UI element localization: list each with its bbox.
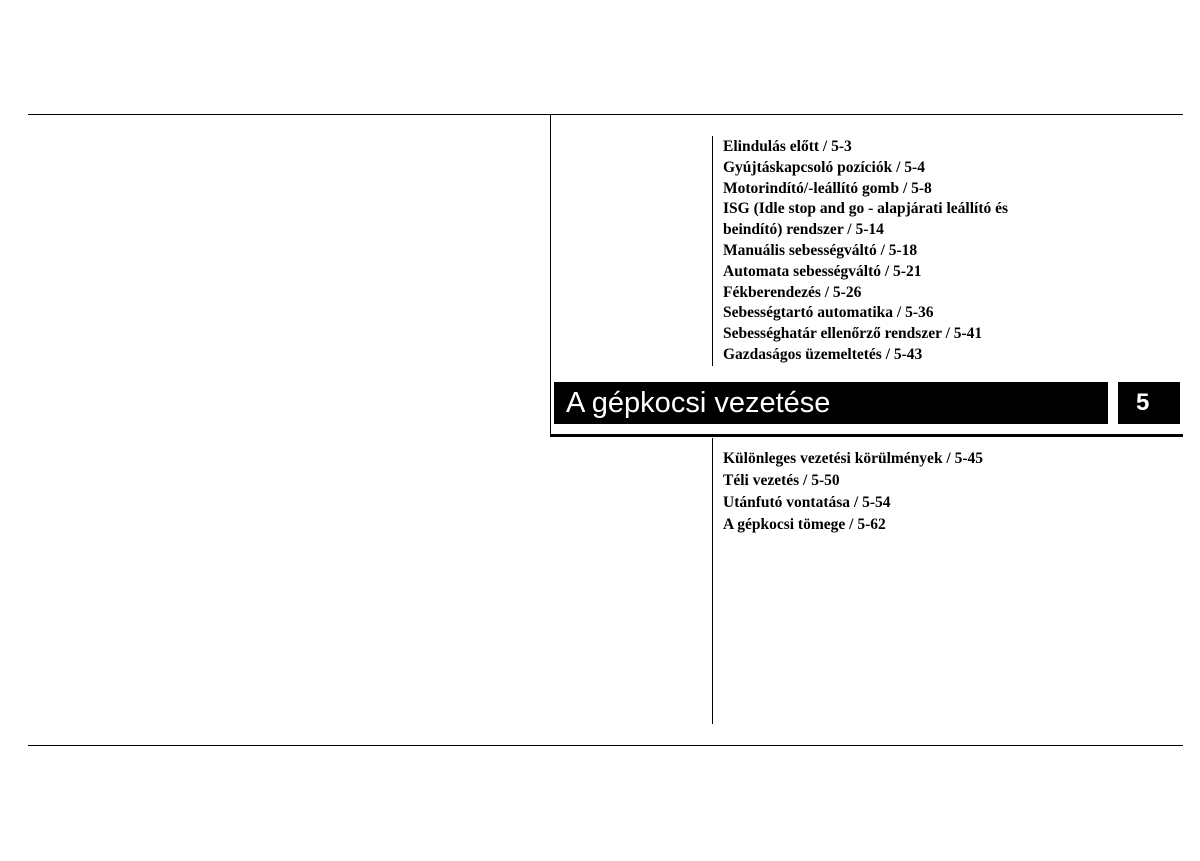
chapter-title: A gépkocsi vezetése — [554, 382, 1108, 424]
bottom-rule — [28, 745, 1183, 746]
chapter-number: 5 — [1118, 382, 1180, 424]
toc-entry: Sebességhatár ellenőrző rendszer / 5-41 — [723, 325, 983, 343]
toc-entry: Sebességtartó automatika / 5-36 — [723, 304, 934, 322]
toc-lower-list — [723, 448, 983, 536]
toc-lower-rule — [712, 438, 713, 724]
chapter-underline — [550, 434, 1183, 437]
toc-entry: Elindulás előtt / 5-3 — [723, 138, 852, 155]
toc-entry: beindító) rendszer / 5-14 — [723, 221, 884, 239]
toc-entry: A gépkocsi tömege / 5-62 — [723, 516, 886, 533]
toc-entry: Téli vezetés / 5-50 — [723, 472, 840, 489]
toc-entry: Különleges vezetési körülmények / 5-45 — [723, 450, 984, 467]
toc-entry: Gyújtáskapcsoló pozíciók / 5-4 — [723, 158, 925, 176]
toc-entry: Fékberendezés / 5-26 — [723, 283, 862, 301]
toc-entry: Gazdaságos üzemeltetés / 5-43 — [723, 345, 923, 363]
toc-entry: Utánfutó vontatása / 5-54 — [723, 494, 891, 511]
top-rule — [28, 114, 1183, 115]
toc-entry: Automata sebességváltó / 5-21 — [723, 262, 922, 280]
toc-entry: Manuális sebességváltó / 5-18 — [723, 241, 918, 259]
column-divider — [550, 114, 551, 436]
toc-entry: Motorindító/-leállító gomb / 5-8 — [723, 179, 932, 197]
toc-entry: ISG (Idle stop and go - alapjárati leállító és — [723, 200, 1009, 218]
toc-upper-rule — [712, 136, 713, 366]
toc-upper-list — [723, 137, 1008, 366]
